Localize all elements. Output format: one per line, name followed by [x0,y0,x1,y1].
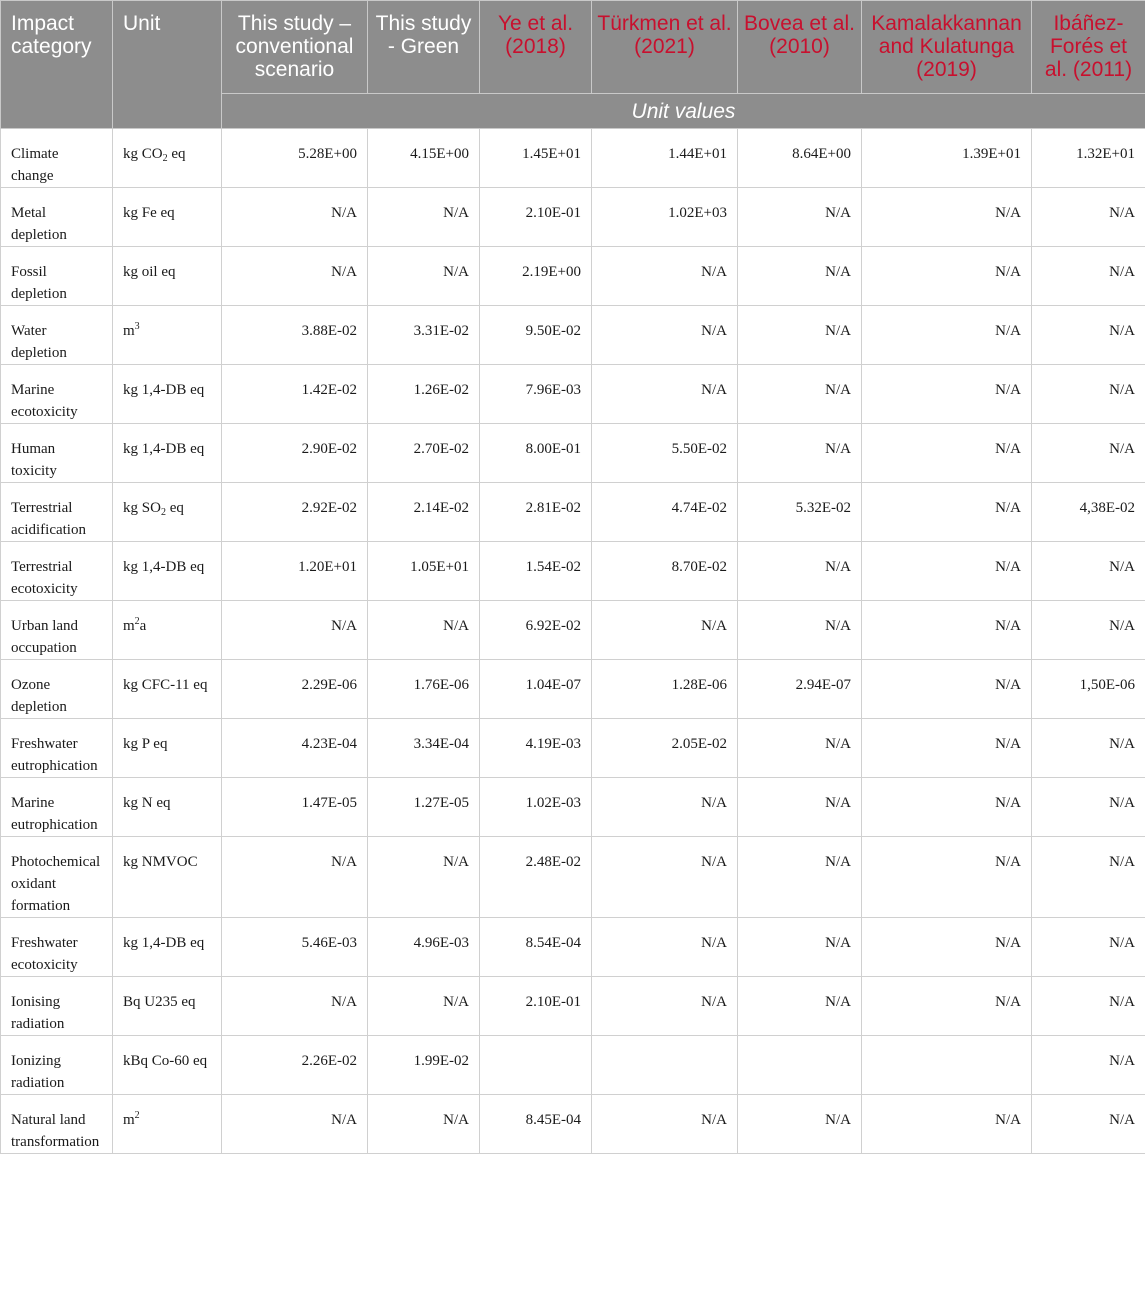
unit-text: kg CO [123,146,163,162]
header-unit-values: Unit values [222,94,1145,129]
value-cell: 8.70E-02 [592,542,738,601]
unit-cell [113,129,222,188]
unit-cell [113,188,222,247]
value-cell: N/A [222,601,368,660]
unit-superscript: 2 [134,616,140,627]
value-cell: 3.88E-02 [222,306,368,365]
value-cell: N/A [222,977,368,1036]
value-cell: N/A [862,306,1032,365]
value-cell: 2.48E-02 [480,837,592,918]
unit-cell [113,918,222,977]
unit-text: kg NMVOC [123,854,198,870]
table-row [1,542,1145,601]
value-cell: N/A [862,424,1032,483]
value-cell: N/A [592,977,738,1036]
value-cell [592,1036,738,1095]
table-row [1,188,1145,247]
value-cell: 5.50E-02 [592,424,738,483]
value-cell: 1.45E+01 [480,129,592,188]
table-row [1,837,1145,918]
value-cell: 4.96E-03 [368,918,480,977]
table-row [1,129,1145,188]
table-row [1,365,1145,424]
impact-category-cell: Terrestrial acidification [1,483,113,542]
unit-text: m [123,1112,135,1128]
value-cell: N/A [738,247,862,306]
value-cell: N/A [1032,247,1145,306]
impact-category-cell: Marine ecotoxicity [1,365,113,424]
header-ref-turkmen[interactable]: Türkmen et al. (2021) [592,1,738,94]
impact-category-cell: Freshwater ecotoxicity [1,918,113,977]
value-cell: N/A [738,719,862,778]
value-cell: 4,38E-02 [1032,483,1145,542]
value-cell: 1,50E-06 [1032,660,1145,719]
value-cell: N/A [862,601,1032,660]
unit-superscript: 2 [134,1110,140,1121]
unit-text: Bq U235 eq [123,994,196,1010]
impact-category-cell: Photochemical oxidant formation [1,837,113,918]
table-row [1,719,1145,778]
unit-text: kBq Co-60 eq [123,1053,208,1069]
unit-suffix: a [139,618,147,634]
impact-category-cell: Ionizing radiation [1,1036,113,1095]
unit-cell [113,424,222,483]
value-cell: 4.74E-02 [592,483,738,542]
table-row [1,1095,1145,1154]
value-cell: N/A [862,660,1032,719]
header-ref-ye[interactable]: Ye et al. (2018) [480,1,592,94]
value-cell: 2.10E-01 [480,188,592,247]
value-cell: 2.92E-02 [222,483,368,542]
unit-cell [113,483,222,542]
header-ref-ibanez[interactable]: Ibáñez-Forés et al. (2011) [1032,1,1145,94]
table-row [1,306,1145,365]
value-cell: 2.14E-02 [368,483,480,542]
value-cell: 1.44E+01 [592,129,738,188]
unit-text: kg SO [123,500,161,516]
value-cell: 1.32E+01 [1032,129,1145,188]
impact-category-cell: Ozone depletion [1,660,113,719]
unit-suffix: eq [165,500,184,516]
impact-category-cell: Marine eutrophication [1,778,113,837]
value-cell: N/A [592,306,738,365]
unit-text: kg P eq [123,736,168,752]
value-cell: N/A [592,247,738,306]
impact-category-cell: Natural land transformation [1,1095,113,1154]
unit-cell [113,977,222,1036]
value-cell: 1.26E-02 [368,365,480,424]
value-cell: 7.96E-03 [480,365,592,424]
value-cell: 2.90E-02 [222,424,368,483]
value-cell: N/A [738,837,862,918]
impact-category-cell: Ionising radiation [1,977,113,1036]
table-row [1,977,1145,1036]
table-row [1,918,1145,977]
unit-text: kg 1,4-DB eq [123,382,205,398]
header-unit: Unit [113,1,222,129]
unit-cell [113,660,222,719]
table-row [1,424,1145,483]
value-cell: N/A [592,837,738,918]
table-header [1,1,1145,129]
impact-category-cell: Climate change [1,129,113,188]
unit-cell [113,365,222,424]
value-cell: N/A [738,918,862,977]
value-cell: N/A [862,365,1032,424]
value-cell: 8.64E+00 [738,129,862,188]
unit-text: kg 1,4-DB eq [123,441,205,457]
value-cell: N/A [368,601,480,660]
unit-cell [113,306,222,365]
unit-text: kg oil eq [123,264,176,280]
value-cell: 1.54E-02 [480,542,592,601]
value-cell: 4.23E-04 [222,719,368,778]
value-cell: 1.02E-03 [480,778,592,837]
unit-text: kg 1,4-DB eq [123,935,205,951]
table-row [1,483,1145,542]
value-cell: 5.32E-02 [738,483,862,542]
value-cell: N/A [592,365,738,424]
unit-text: m [123,323,135,339]
value-cell: N/A [862,542,1032,601]
value-cell: N/A [1032,918,1145,977]
value-cell: 9.50E-02 [480,306,592,365]
value-cell: 5.28E+00 [222,129,368,188]
value-cell: 1.02E+03 [592,188,738,247]
value-cell: N/A [1032,601,1145,660]
value-cell: N/A [862,837,1032,918]
value-cell: 1.04E-07 [480,660,592,719]
value-cell: 5.46E-03 [222,918,368,977]
value-cell: N/A [368,837,480,918]
value-cell: N/A [368,188,480,247]
value-cell: 6.92E-02 [480,601,592,660]
value-cell: 4.19E-03 [480,719,592,778]
value-cell: N/A [862,247,1032,306]
value-cell: 8.00E-01 [480,424,592,483]
value-cell: N/A [368,1095,480,1154]
value-cell: N/A [862,1095,1032,1154]
unit-cell [113,719,222,778]
value-cell: N/A [592,918,738,977]
header-ref-kamalakkannan[interactable]: Kamalakkannan and Kulatunga (2019) [862,1,1032,94]
value-cell: N/A [738,778,862,837]
table-row [1,1036,1145,1095]
value-cell: N/A [1032,365,1145,424]
value-cell: 2.19E+00 [480,247,592,306]
header-conventional-scenario: This study – conventional scenario [222,1,368,94]
value-cell: N/A [738,306,862,365]
value-cell: N/A [738,601,862,660]
value-cell: N/A [738,188,862,247]
value-cell: N/A [368,247,480,306]
value-cell: N/A [368,977,480,1036]
unit-text: kg CFC-11 eq [123,677,208,693]
unit-subscript: 2 [162,153,168,164]
value-cell: 2.81E-02 [480,483,592,542]
value-cell: 1.42E-02 [222,365,368,424]
impact-category-cell: Terrestrial ecotoxicity [1,542,113,601]
value-cell: N/A [862,188,1032,247]
value-cell: 1.99E-02 [368,1036,480,1095]
impact-category-cell: Metal depletion [1,188,113,247]
unit-superscript: 3 [134,321,140,332]
header-impact-category: Impact category [1,1,113,129]
value-cell: N/A [592,778,738,837]
value-cell: N/A [1032,1036,1145,1095]
value-cell: N/A [1032,542,1145,601]
value-cell: N/A [862,778,1032,837]
value-cell [862,1036,1032,1095]
value-cell: N/A [222,247,368,306]
value-cell: 1.39E+01 [862,129,1032,188]
value-cell: N/A [738,424,862,483]
value-cell: 4.15E+00 [368,129,480,188]
value-cell: N/A [222,188,368,247]
value-cell: N/A [1032,837,1145,918]
value-cell: N/A [1032,977,1145,1036]
value-cell: 1.27E-05 [368,778,480,837]
value-cell: N/A [738,365,862,424]
unit-subscript: 2 [160,507,166,518]
value-cell: 2.94E-07 [738,660,862,719]
value-cell: N/A [1032,424,1145,483]
header-ref-bovea[interactable]: Bovea et al. (2010) [738,1,862,94]
value-cell: N/A [1032,778,1145,837]
unit-cell [113,1036,222,1095]
value-cell [738,1036,862,1095]
impact-category-cell: Water depletion [1,306,113,365]
value-cell: 2.10E-01 [480,977,592,1036]
unit-text: m [123,618,135,634]
value-cell: 8.54E-04 [480,918,592,977]
value-cell: 2.05E-02 [592,719,738,778]
table-row [1,247,1145,306]
value-cell: 1.47E-05 [222,778,368,837]
impact-category-cell: Freshwater eutrophication [1,719,113,778]
table-row [1,778,1145,837]
unit-cell [113,778,222,837]
value-cell: 3.34E-04 [368,719,480,778]
value-cell: 8.45E-04 [480,1095,592,1154]
value-cell: N/A [222,837,368,918]
value-cell: N/A [862,719,1032,778]
table-row [1,660,1145,719]
value-cell: N/A [592,601,738,660]
unit-cell [113,601,222,660]
value-cell: 1.76E-06 [368,660,480,719]
value-cell: N/A [222,1095,368,1154]
unit-text: kg N eq [123,795,171,811]
value-cell: 3.31E-02 [368,306,480,365]
value-cell: N/A [862,977,1032,1036]
value-cell: N/A [1032,1095,1145,1154]
unit-text: kg 1,4-DB eq [123,559,205,575]
value-cell: 2.70E-02 [368,424,480,483]
unit-cell [113,247,222,306]
value-cell: N/A [862,918,1032,977]
value-cell: N/A [1032,306,1145,365]
value-cell: N/A [1032,719,1145,778]
impact-category-cell: Urban land occupation [1,601,113,660]
value-cell [480,1036,592,1095]
unit-suffix: eq [167,146,186,162]
value-cell: N/A [862,483,1032,542]
impact-category-cell: Fossil depletion [1,247,113,306]
value-cell: 1.05E+01 [368,542,480,601]
value-cell: 2.26E-02 [222,1036,368,1095]
value-cell: 2.29E-06 [222,660,368,719]
unit-cell [113,542,222,601]
value-cell: N/A [1032,188,1145,247]
value-cell: N/A [738,542,862,601]
table-row [1,601,1145,660]
value-cell: N/A [738,1095,862,1154]
impact-category-cell: Human toxicity [1,424,113,483]
value-cell: 1.20E+01 [222,542,368,601]
unit-cell [113,837,222,918]
value-cell: N/A [592,1095,738,1154]
value-cell: N/A [738,977,862,1036]
unit-cell [113,1095,222,1154]
unit-text: kg Fe eq [123,205,175,221]
value-cell: 1.28E-06 [592,660,738,719]
table-body [1,129,1145,1154]
header-green-scenario: This study - Green [368,1,480,94]
